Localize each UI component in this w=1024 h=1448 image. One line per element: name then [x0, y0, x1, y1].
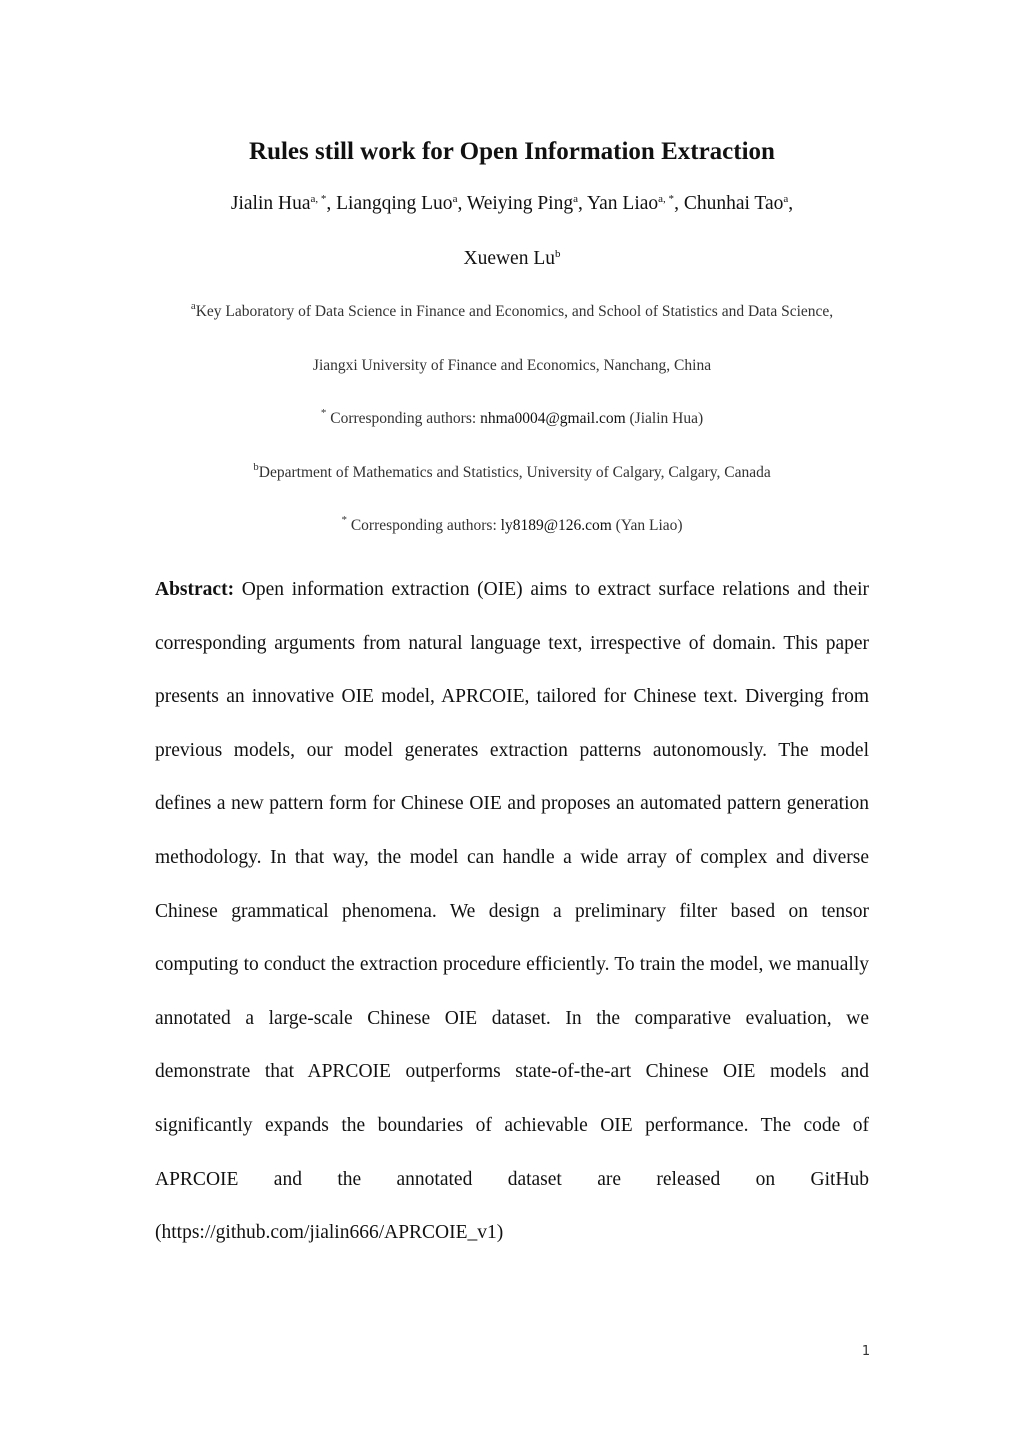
affiliation-text: Key Laboratory of Data Science in Finance and Economics, and School of Statistics and Data Science, [195, 303, 834, 320]
author-name: Weiying Ping [466, 193, 574, 214]
corresponding-mark: * [341, 514, 347, 526]
author-affiliation-mark: a [452, 193, 458, 205]
author-list-continued [0, 244, 1024, 274]
paper-title: Rules still work for Open Information Extraction [249, 138, 775, 165]
abstract-label: Abstract: [155, 579, 235, 600]
author-affiliation-mark: a, * [658, 193, 675, 205]
author-affiliation-mark: a [783, 193, 789, 205]
corresponding-author-1 [0, 407, 1024, 431]
page-number: 1 [861, 1344, 871, 1359]
corresponding-name: (Yan Liao) [611, 517, 683, 534]
author-list: Jialin Hua$^{a, *}$, Liangqing Luo$^a$, Weiying Ping$^a$, Yan Liao$^{a, *}$, Chunhai Tao$^a$, [230, 193, 794, 214]
abstract-body: Open information extraction (OIE) aims to extract surface relations and their corresponding arguments from natural language text, irrespective of domain. This paper presents an innovative OIE model, APRCOIE, tailored for Chinese text. Diverging from previous models, our model generates extraction patterns autonomously. The model defines a new pattern form for Chinese OIE and proposes an automated pattern generation methodology. In that way, the model can handle a wide array of complex and diverse Chinese grammatical phenomena. We design a preliminary filter based on tensor computing to conduct the extraction procedure efficiently. To train the model, we manually annotated a large-scale Chinese OIE dataset. In the comparative evaluation, we demonstrate that APRCOIE outperforms state-of-the-art Chinese OIE models and significantly expands the boundaries of achievable OIE performance. The code of APRCOIE and the annotated dataset are released on GitHub (https://github.com/jialin666/APRCOIE_v1) [155, 579, 870, 1244]
corresponding-label: Corresponding authors: [330, 410, 481, 427]
corresponding-label: Corresponding authors: [350, 517, 501, 534]
author-affiliation-mark: b [555, 248, 561, 260]
author-affiliation-mark: a [573, 193, 578, 205]
affiliation-mark: a [190, 300, 196, 312]
affiliation-b [0, 461, 1024, 485]
affiliation-a-continued [0, 354, 1024, 378]
email-link[interactable]: ly8189@126.com [500, 517, 612, 534]
affiliation-text: Department of Mathematics and Statistics, University of Calgary, Calgary, Canada [258, 464, 771, 481]
author-affiliation-mark: a, * [310, 193, 327, 205]
author-name: Liangqing Luo [336, 193, 453, 214]
author-name: Yan Liao [587, 193, 659, 214]
author-name: Chunhai Tao [683, 193, 784, 214]
affiliation-mark: b [253, 461, 259, 473]
affiliation-a [0, 300, 1024, 324]
corresponding-author-2 [0, 514, 1024, 538]
abstract [155, 563, 869, 1260]
corresponding-name: (Jialin Hua) [625, 410, 704, 427]
author-name: Jialin Hua [230, 193, 311, 214]
corresponding-mark: * [320, 407, 327, 419]
author-name: Xuewen Lu [463, 248, 555, 269]
affiliation-text: Jiangxi University of Finance and Economics, Nanchang, China [312, 357, 712, 374]
email-link[interactable]: nhma0004@gmail.com [480, 410, 626, 427]
